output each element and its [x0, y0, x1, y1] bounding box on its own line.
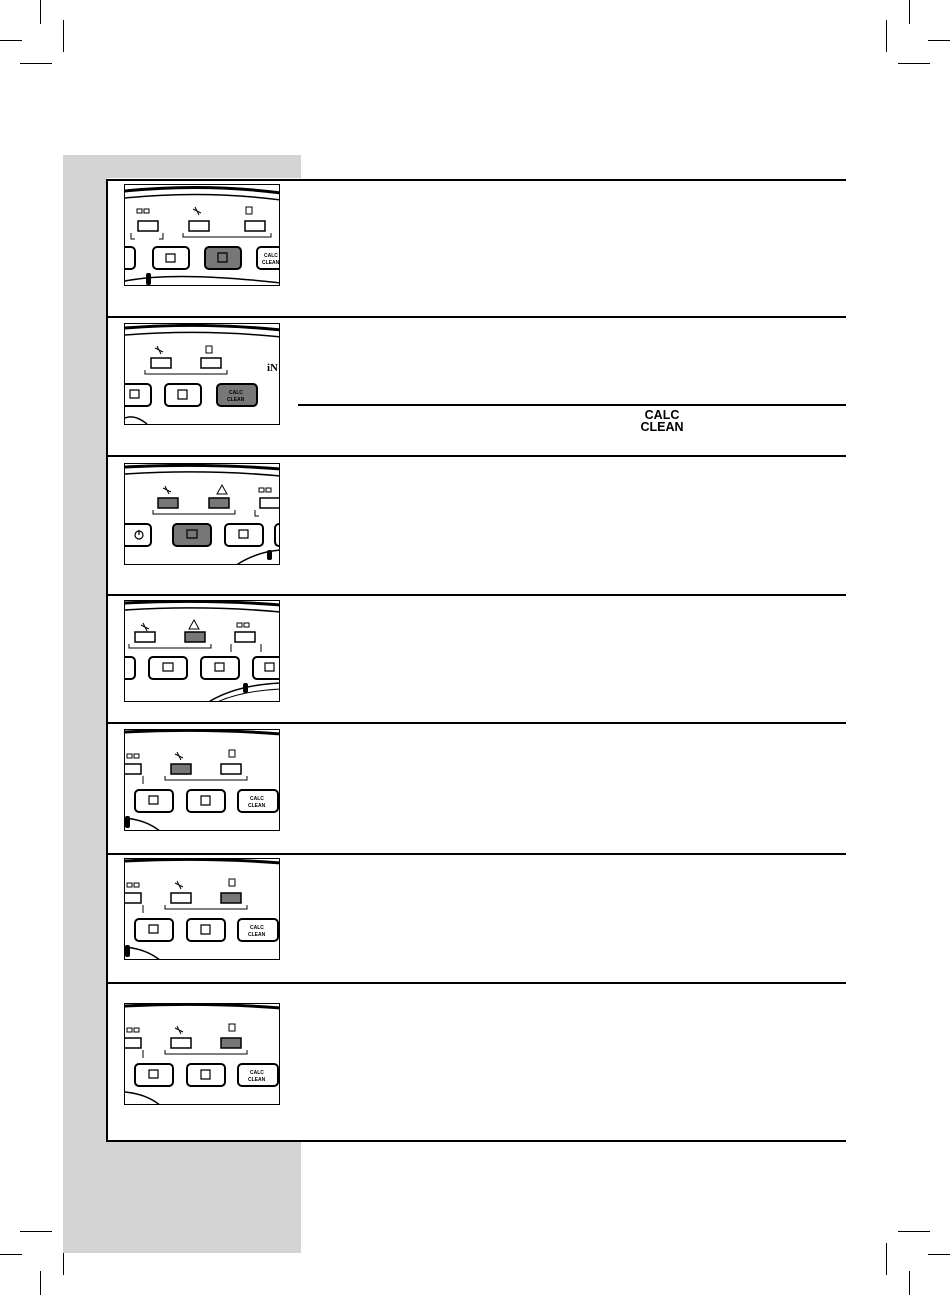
control-panel-illustration-3 [124, 463, 280, 565]
double-cup-icon [127, 754, 139, 758]
clean-label: CLEAN [640, 420, 684, 434]
control-panel-illustration-2 [124, 323, 280, 425]
control-panel-illustration-1 [124, 184, 280, 286]
descale-icon [229, 1024, 235, 1031]
calc-clean-label [626, 409, 698, 433]
descale-icon [206, 346, 212, 353]
calc-label: CALC [644, 408, 680, 422]
no-coffee-icon [193, 207, 201, 215]
descale-icon [246, 207, 252, 214]
no-coffee-icon [141, 623, 149, 631]
control-panel-illustration-6 [124, 858, 280, 960]
descale-icon [229, 750, 235, 757]
double-cup-icon [137, 209, 149, 213]
svg-text:iN: iN [267, 362, 278, 374]
no-coffee-icon [175, 1026, 183, 1034]
no-coffee-icon [175, 881, 183, 889]
clean-button-text: CLEAN [227, 397, 245, 403]
clean-button-text: CLEAN [248, 932, 266, 938]
warning-icon [217, 485, 227, 494]
clean-button-text: CLEAN [248, 803, 266, 809]
double-cup-icon [127, 1028, 139, 1032]
double-cup-icon [259, 488, 271, 492]
control-panel-illustration-5 [124, 729, 280, 831]
calc-button-text: CALC [229, 390, 243, 396]
calc-button-text: CALC [264, 253, 278, 259]
calc-button-text: CALC [250, 1070, 264, 1076]
no-coffee-icon [155, 346, 163, 354]
descale-icon [229, 879, 235, 886]
double-cup-icon [127, 883, 139, 887]
clean-button-text: CLEAN [248, 1077, 266, 1083]
no-coffee-icon [175, 752, 183, 760]
calc-button-text: CALC [250, 796, 264, 802]
double-cup-icon [237, 623, 249, 627]
control-panel-illustration-4 [124, 600, 280, 702]
control-panel-illustration-7 [124, 1003, 280, 1105]
warning-icon [189, 620, 199, 629]
calc-button-text: CALC [250, 925, 264, 931]
clean-button-text: CLEAN [262, 260, 280, 266]
no-coffee-icon [163, 486, 171, 494]
